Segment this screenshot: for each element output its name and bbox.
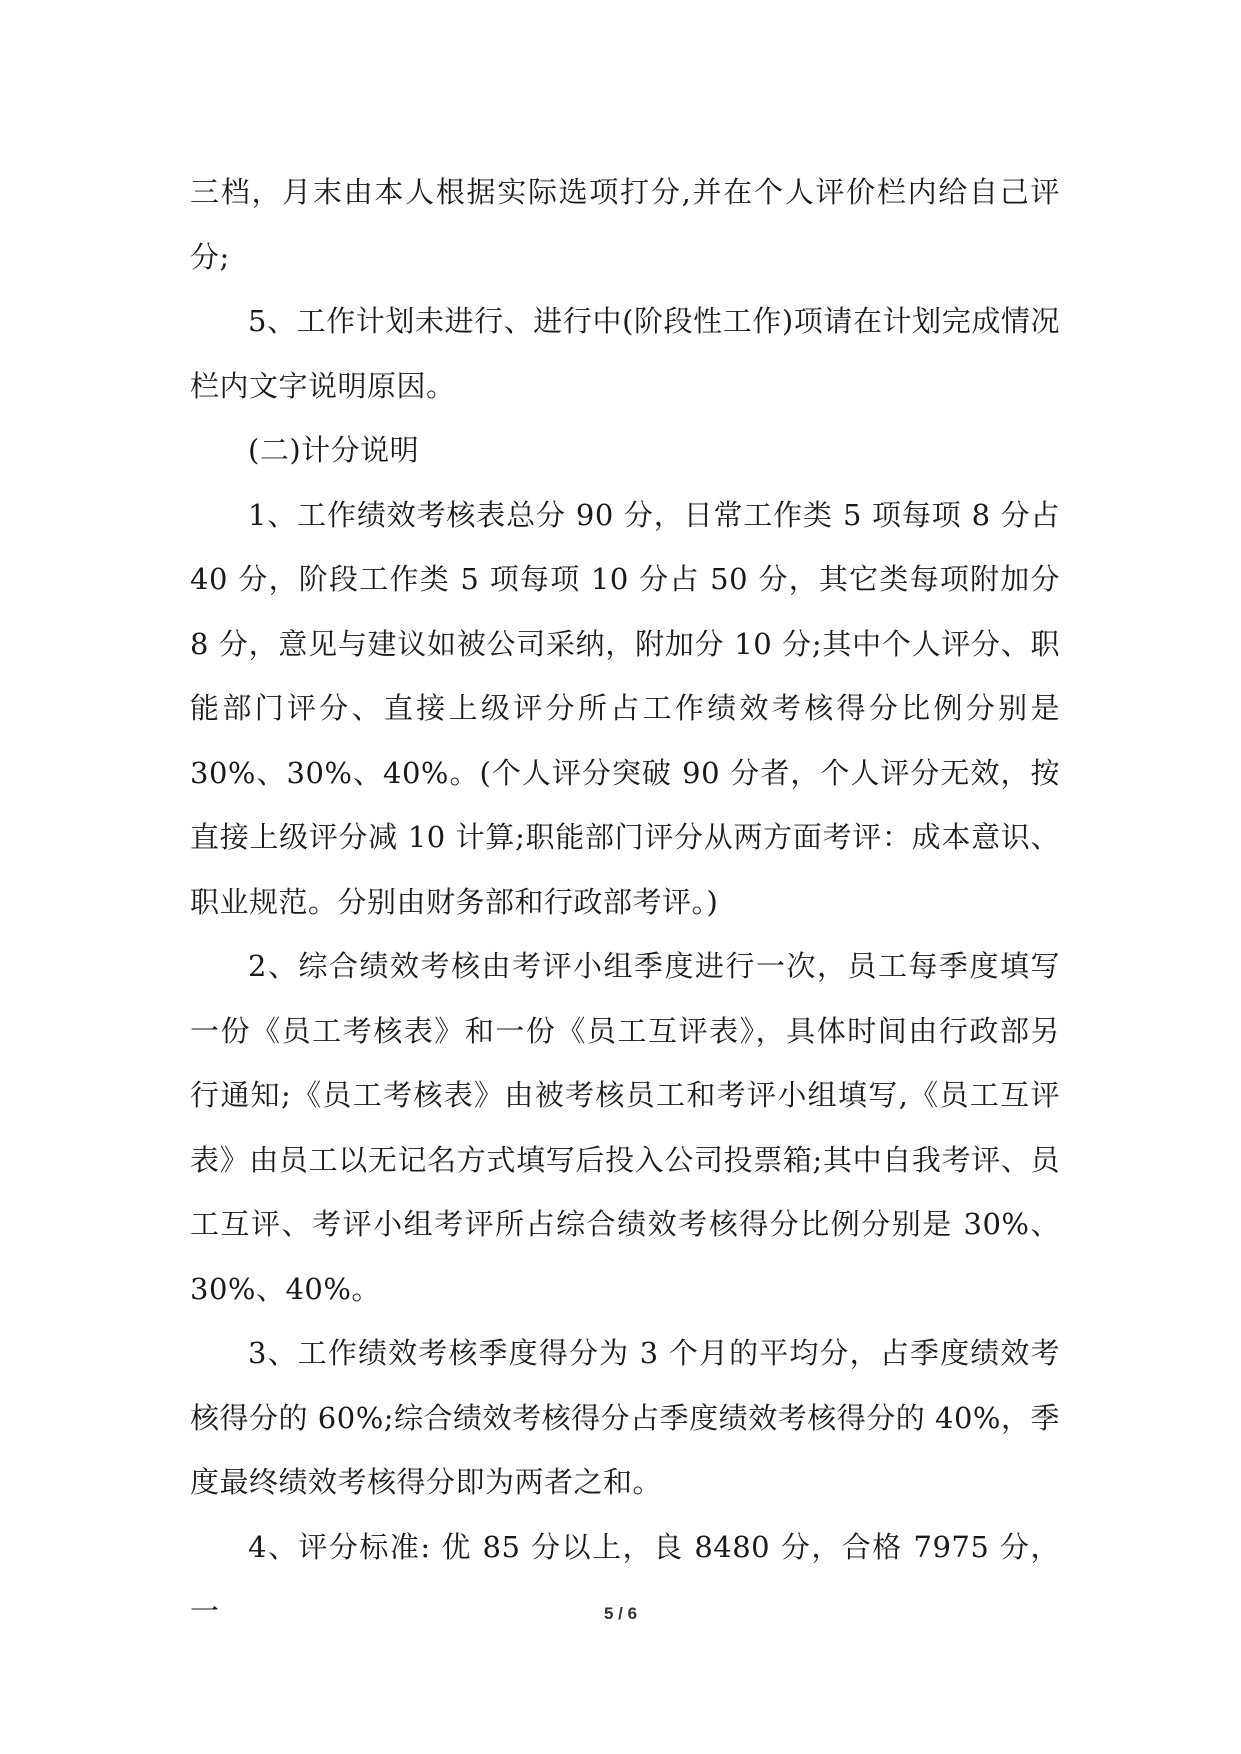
section-heading: (二)计分说明 [248, 433, 420, 467]
paragraph-4: 2、综合绩效考核由考评小组季度进行一次，员工每季度填写一份《员工考核表》和一份《员工互评表》，具体时间由行政部另行通知;《员工考核表》由被考核员工和考评小组填写,《员工互评表》由员工以无记名方式填写后投入公司投票箱;其中自我考评、员工互评、考评小组考评所占综合绩效考核得分比例分别是 30%、30%、40%。 [190, 949, 1060, 1306]
paragraph-1: 三档，月末由本人根据实际选项打分,并在个人评价栏内给自己评分; [190, 175, 1060, 274]
paragraph-6: 4、评分标准: 优 85 分以上，良 8480 分，合格 7975 分，一 [190, 1529, 1060, 1628]
paragraph-5: 3、工作绩效考核季度得分为 3 个月的平均分，占季度绩效考核得分的 60%;综合绩效考核得分占季度绩效考核得分的 40%，季度最终绩效考核得分即为两者之和。 [190, 1336, 1060, 1499]
paragraph-2: 5、工作计划未进行、进行中(阶段性工作)项请在计划完成情况栏内文字说明原因。 [190, 304, 1060, 403]
page-number: 5 / 6 [603, 1604, 638, 1623]
paragraph-3: 1、工作绩效考核表总分 90 分，日常工作类 5 项每项 8 分占 40 分，阶段工作类 5 项每项 10 分占 50 分，其它类每项附加分 8 分，意见与建议如被公司采纳，附加分 10 分;其中个人评分、职能部门评分、直接上级评分所占工作绩效考核得分比例分别是 30%、30%、40%。(个人评分突破 90 分者，个人评分无效，按直接上级评分减 10 计算;职能部门评分从两方面考评：成本意识、职业规范。分别由财务部和行政部考评。) [190, 497, 1060, 919]
document-body [190, 160, 1060, 1644]
